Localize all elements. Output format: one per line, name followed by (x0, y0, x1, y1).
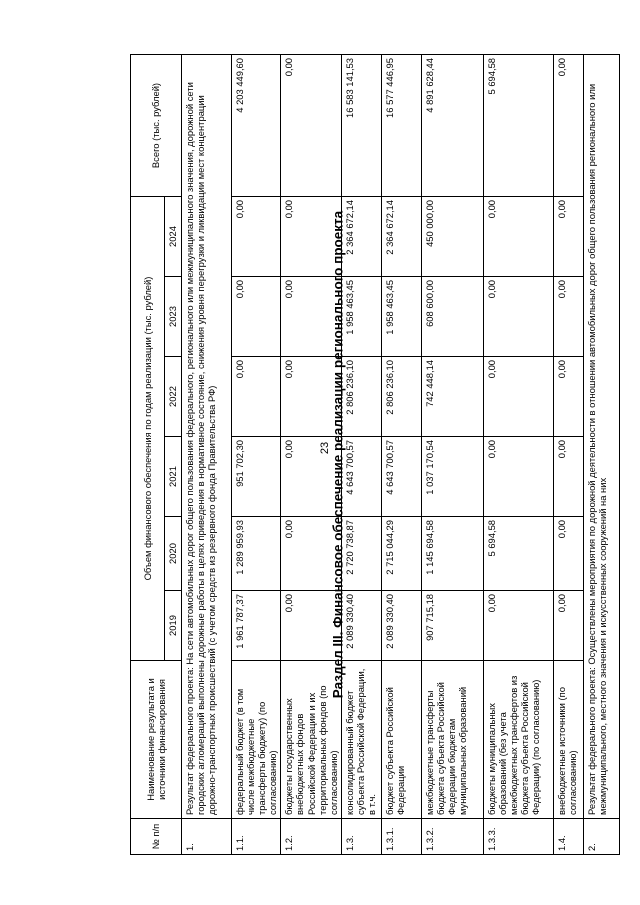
cell-value: 0,00 (553, 357, 583, 437)
cell-total: 0,00 (553, 55, 583, 197)
cell-total: 16 577 446,95 (381, 55, 421, 197)
table-row (281, 55, 341, 855)
cell-total: 4 891 628,44 (421, 55, 483, 197)
cell-value: 2 089 330,40 (381, 591, 421, 661)
cell-value: 0,00 (281, 197, 341, 277)
header-year: 2021 (165, 437, 182, 517)
row-num: 1.2. (281, 819, 341, 855)
table-row (381, 55, 421, 855)
cell-value: 0,00 (281, 517, 341, 591)
cell-total: 4 203 449,60 (232, 55, 281, 197)
cell-value: 1 958 463,45 (341, 277, 381, 357)
cell-value: 907 715,18 (421, 591, 483, 661)
cell-value: 0,00 (232, 277, 281, 357)
cell-value: 0,00 (281, 437, 341, 517)
row-num: 1.3.2. (421, 819, 483, 855)
header-years-group: Объем финансового обеспечения по годам реализации (тыс. рублей) (131, 197, 165, 661)
cell-value: 2 364 672,14 (381, 197, 421, 277)
page-number: 23 (319, 441, 331, 455)
row-num: 1.4. (553, 819, 583, 855)
cell-value: 0,00 (483, 277, 553, 357)
header-year: 2022 (165, 357, 182, 437)
cell-value: 1 958 463,45 (381, 277, 421, 357)
row-name: федеральный бюджет (в том числе межбюджетные трансферты бюджету) (по согласованию) (232, 661, 281, 819)
table-row (421, 55, 483, 855)
header-year: 2023 (165, 277, 182, 357)
financing-table-page (130, 55, 608, 855)
row-num: 1.3.1. (381, 819, 421, 855)
cell-total: 5 694,58 (483, 55, 553, 197)
table-row (583, 55, 619, 855)
result-text: Результат федерального проекта: Осуществлены мероприятия по дорожной деятельности в отношении автомобильных дорог общего пользования регионального или межмуниципального, местного значения и искусственных сооружений на них (583, 55, 619, 819)
row-num: 1. (182, 819, 232, 855)
table-row (182, 55, 232, 855)
cell-value: 0,00 (281, 357, 341, 437)
header-year: 2020 (165, 517, 182, 591)
table-row (232, 55, 281, 855)
cell-total: 16 583 141,53 (341, 55, 381, 197)
row-name: межбюджетные трансферты бюджета субъекта Российской Федерации бюджетам муниципальных образований (421, 661, 483, 819)
cell-value: 742 448,14 (421, 357, 483, 437)
cell-value: 2 806 236,10 (341, 357, 381, 437)
row-num: 1.3.3. (483, 819, 553, 855)
row-num: 2. (583, 819, 619, 855)
cell-value: 5 694,58 (483, 517, 553, 591)
table-row (341, 55, 381, 855)
row-name: бюджет субъекта Российской Федерации (381, 661, 421, 819)
header-total: Всего (тыс. рублей) (131, 55, 182, 197)
header-year: 2019 (165, 591, 182, 661)
row-name: консолидированный бюджет субъекта Российской Федерации, в т.ч. (341, 661, 381, 819)
result-text: Результат федерального проекта: На сети автомобильных дорог общего пользования федерального, регионального или межмуниципального значения, дорожной сети городских агломераций выполнены дорожные работы в целях приведения в нормативное состояние, снижения уровня перегрузки и ликвидации мест концентрации дорожно-транспортных происшествий (с учетом средств из резервного фонда Правительства РФ) (182, 55, 232, 819)
cell-value: 0,00 (483, 437, 553, 517)
row-name: бюджеты муниципальных образований (без учета межбюджетных трансфертов из бюджета субъекта Российской Федерации) (по согласованию) (483, 661, 553, 819)
header-year: 2024 (165, 197, 182, 277)
table-row (483, 55, 553, 855)
cell-value: 0,00 (232, 197, 281, 277)
cell-value: 1 961 787,37 (232, 591, 281, 661)
cell-value: 0,00 (553, 197, 583, 277)
cell-value: 0,00 (483, 357, 553, 437)
cell-value: 2 364 672,14 (341, 197, 381, 277)
cell-value: 450 000,00 (421, 197, 483, 277)
cell-value: 0,00 (553, 517, 583, 591)
cell-value: 4 643 700,57 (381, 437, 421, 517)
cell-value: 1 037 170,54 (421, 437, 483, 517)
cell-value: 1 145 694,58 (421, 517, 483, 591)
cell-value: 608 600,00 (421, 277, 483, 357)
cell-value: 1 289 959,93 (232, 517, 281, 591)
cell-value: 0,00 (232, 357, 281, 437)
cell-value: 0,00 (553, 437, 583, 517)
cell-value: 0,00 (553, 277, 583, 357)
row-num: 1.3. (341, 819, 381, 855)
cell-value: 4 643 700,57 (341, 437, 381, 517)
header-name: Наименование результата и источники финансирования (131, 661, 182, 819)
cell-value: 2 720 738,87 (341, 517, 381, 591)
cell-total: 0,00 (281, 55, 341, 197)
cell-value: 2 715 044,29 (381, 517, 421, 591)
cell-value: 951 702,30 (232, 437, 281, 517)
row-name: бюджеты государственных внебюджетных фондов Российской Федерации и их территориальных фондов (по согласованию) (281, 661, 341, 819)
table-row (553, 55, 583, 855)
cell-value: 2 089 330,40 (341, 591, 381, 661)
cell-value: 0,00 (553, 591, 583, 661)
cell-value: 0,00 (281, 277, 341, 357)
header-num: № п/п (131, 819, 182, 855)
cell-value: 0,00 (281, 591, 341, 661)
row-name: внебюджетные источники (по согласованию) (553, 661, 583, 819)
section-title: Раздел III. Финансовое обеспечение реализации регионального проекта (330, 210, 346, 699)
cell-value: 0,00 (483, 591, 553, 661)
cell-value: 2 806 236,10 (381, 357, 421, 437)
row-num: 1.1. (232, 819, 281, 855)
financing-table (130, 54, 620, 855)
cell-value: 0,00 (483, 197, 553, 277)
